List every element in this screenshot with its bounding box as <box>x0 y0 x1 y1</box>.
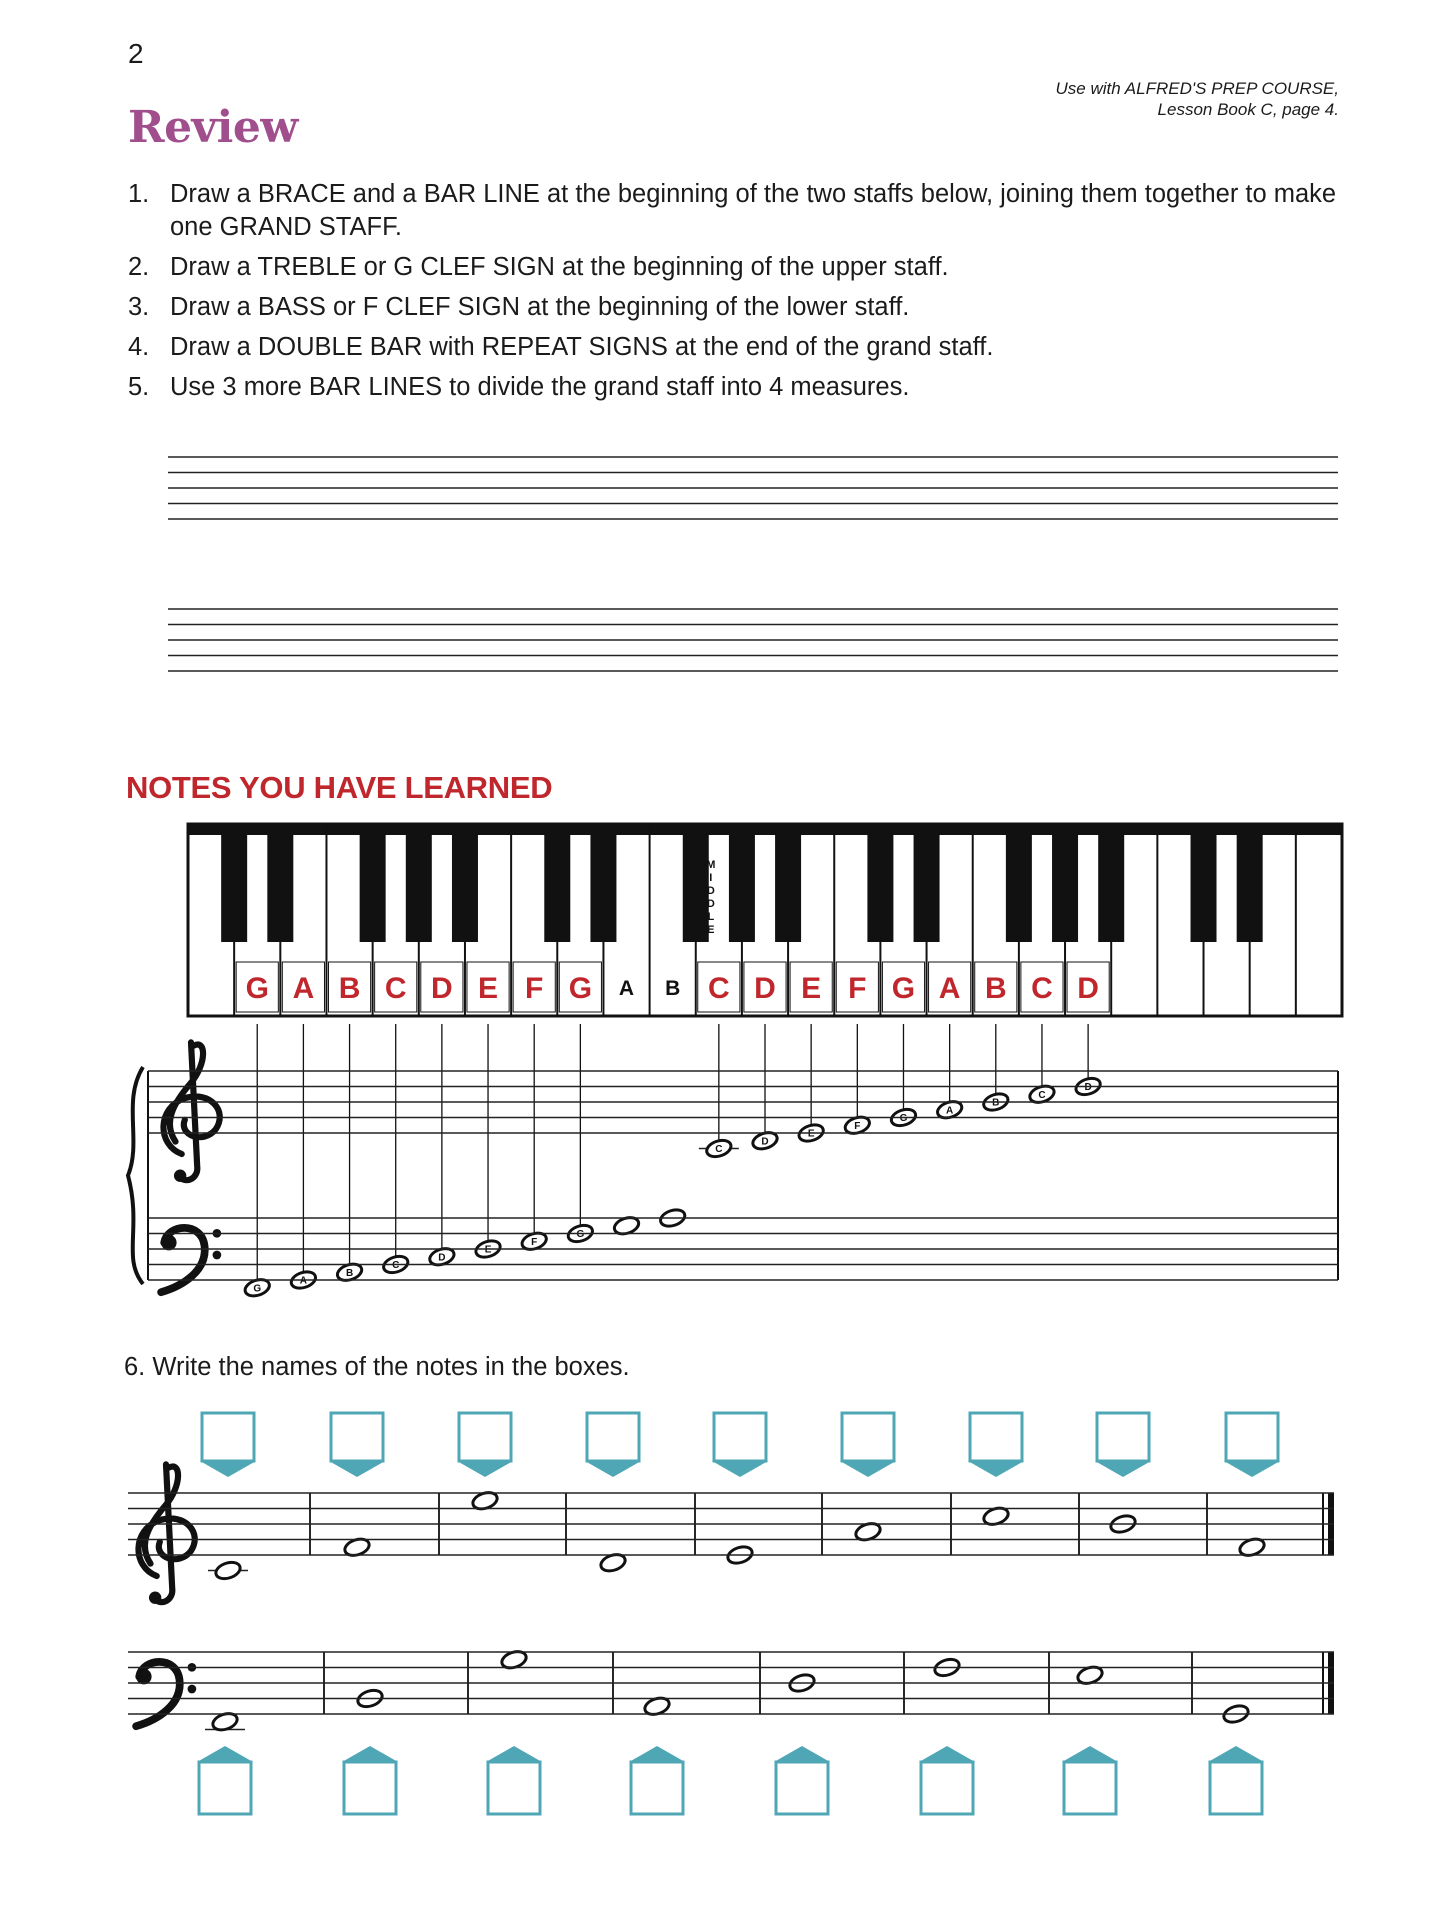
blank-staff-lower <box>168 609 1338 671</box>
black-key <box>590 824 616 942</box>
black-key <box>360 824 386 942</box>
bass-staff <box>148 1218 1338 1280</box>
note-letter: F <box>854 1120 861 1132</box>
black-key <box>452 824 478 942</box>
key-label: B <box>338 972 361 1005</box>
answer-box <box>1097 1413 1149 1461</box>
note-letter: G <box>899 1113 908 1124</box>
piano-keyboard <box>188 824 1342 1016</box>
bass-clef-blob <box>136 1669 152 1685</box>
note-letter: D <box>1084 1082 1092 1093</box>
middle-c-label: D <box>706 885 715 897</box>
key-label: G <box>891 972 916 1005</box>
note-letter: B <box>345 1267 354 1279</box>
answer-box <box>344 1762 396 1814</box>
answer-box <box>921 1762 973 1814</box>
note-letter: C <box>392 1260 400 1271</box>
treble-clef-path <box>138 1464 194 1602</box>
answer-box-up <box>919 1746 975 1814</box>
key-label: F <box>848 972 867 1005</box>
key-label: D <box>1077 972 1099 1005</box>
key-label: E <box>801 972 822 1005</box>
instruction-number: 4. <box>128 333 150 361</box>
answer-box <box>1226 1413 1278 1461</box>
pointer-arrow-icon <box>342 1746 398 1762</box>
treble-clef-icon <box>163 1042 219 1182</box>
answer-box <box>199 1762 251 1814</box>
bass-clef-dot <box>213 1251 222 1260</box>
answer-box <box>331 1413 383 1461</box>
middle-c-label: E <box>707 924 715 936</box>
note-letter: D <box>761 1136 769 1148</box>
exercise-bass-staff <box>128 1652 1334 1714</box>
pointer-arrow-icon <box>200 1461 256 1477</box>
answer-box <box>459 1413 511 1461</box>
answer-box <box>1210 1762 1262 1814</box>
key-label: G <box>245 972 269 1005</box>
note-letter: E <box>807 1128 815 1140</box>
middle-c-label: L <box>707 911 715 923</box>
answer-box <box>776 1762 828 1814</box>
exercise-treble-staff <box>128 1493 1334 1555</box>
pointer-arrow-icon <box>919 1746 975 1762</box>
note-letter: E <box>484 1244 492 1256</box>
answer-box <box>202 1413 254 1461</box>
answer-box <box>1064 1762 1116 1814</box>
key-label: B <box>984 972 1007 1005</box>
black-key <box>1237 824 1263 942</box>
key-label: A <box>938 972 961 1005</box>
answer-box-down <box>329 1413 385 1477</box>
answer-box <box>488 1762 540 1814</box>
middle-c-label: I <box>709 872 713 884</box>
key-label: A <box>292 972 315 1005</box>
answer-box-down <box>712 1413 768 1477</box>
notes-learned-heading: NOTES YOU HAVE LEARNED <box>126 770 553 805</box>
treble-clef-icon <box>138 1464 194 1604</box>
question-6-number: 6. <box>124 1353 146 1381</box>
pointer-arrow-icon <box>486 1746 542 1762</box>
black-key <box>775 824 801 942</box>
black-key <box>914 824 940 942</box>
instruction-text: Draw a BASS or F CLEF SIGN at the beginning of the lower staff. <box>170 293 910 321</box>
note-letter: G <box>253 1283 262 1295</box>
answer-box-down <box>840 1413 896 1477</box>
answer-box-up <box>197 1746 253 1814</box>
note-letter: A <box>299 1275 308 1287</box>
black-key <box>683 824 709 942</box>
instruction-number: 5. <box>128 373 150 401</box>
answer-box-down <box>968 1413 1024 1477</box>
key-label: C <box>708 972 730 1005</box>
book-reference-line2: Lesson Book C, page 4. <box>1157 100 1339 119</box>
instruction-number: 3. <box>128 293 150 321</box>
treble-clef-dot <box>174 1170 186 1182</box>
treble-clef-dot <box>149 1592 161 1604</box>
black-key <box>867 824 893 942</box>
answer-box <box>842 1413 894 1461</box>
answer-box-down <box>585 1413 641 1477</box>
pointer-arrow-icon <box>197 1746 253 1762</box>
black-key <box>406 824 432 942</box>
answer-box <box>631 1762 683 1814</box>
brace-icon <box>128 1067 143 1284</box>
pointer-arrow-icon <box>629 1746 685 1762</box>
answer-box-down <box>200 1413 256 1477</box>
pointer-arrow-icon <box>840 1461 896 1477</box>
pointer-arrow-icon <box>1095 1461 1151 1477</box>
pointer-arrow-icon <box>968 1461 1024 1477</box>
bass-clef-icon <box>161 1228 221 1292</box>
black-key <box>1006 824 1032 942</box>
note-letter: B <box>992 1097 1000 1109</box>
pointer-arrow-icon <box>1208 1746 1264 1762</box>
key-label: G <box>568 972 593 1005</box>
key-label: E <box>478 972 499 1005</box>
note-letter: G <box>576 1229 585 1240</box>
bass-clef-blob <box>161 1235 177 1251</box>
treble-staff <box>148 1071 1338 1133</box>
answer-box-up <box>1208 1746 1264 1814</box>
black-key <box>1052 824 1078 942</box>
page-number: 2 <box>128 38 144 69</box>
pointer-arrow-icon <box>329 1461 385 1477</box>
middle-c-label: M <box>706 859 716 871</box>
answer-box <box>714 1413 766 1461</box>
key-label: B <box>665 977 681 1000</box>
bass-clef-dot <box>188 1685 197 1694</box>
answer-box <box>587 1413 639 1461</box>
instruction-text: Draw a TREBLE or G CLEF SIGN at the beginning of the upper staff. <box>170 253 949 281</box>
answer-box-down <box>1095 1413 1151 1477</box>
pointer-arrow-icon <box>585 1461 641 1477</box>
answer-box <box>970 1413 1022 1461</box>
pointer-arrow-icon <box>457 1461 513 1477</box>
black-key <box>544 824 570 942</box>
note-letter: D <box>438 1252 446 1264</box>
answer-box-up <box>1062 1746 1118 1814</box>
black-key <box>1191 824 1217 942</box>
note-letter: A <box>946 1105 954 1117</box>
instruction-text: Draw a DOUBLE BAR with REPEAT SIGNS at the end of the grand staff. <box>170 333 994 361</box>
answer-box-down <box>457 1413 513 1477</box>
bass-clef-icon <box>136 1662 196 1726</box>
key-label: C <box>1031 972 1053 1005</box>
black-key <box>267 824 293 942</box>
question-6-text: Write the names of the notes in the boxes. <box>152 1353 630 1381</box>
book-reference-line1: Use with ALFRED'S PREP COURSE, <box>1055 79 1339 98</box>
key-label: D <box>754 972 776 1005</box>
pointer-arrow-icon <box>712 1461 768 1477</box>
pointer-arrow-icon <box>774 1746 830 1762</box>
whole-note <box>214 1560 242 1582</box>
instruction-number: 1. <box>128 180 150 208</box>
instruction-text: Use 3 more BAR LINES to divide the grand staff into 4 measures. <box>170 373 910 401</box>
grand-staff-reference <box>128 1024 1338 1299</box>
black-key <box>729 824 755 942</box>
note-letter: C <box>1038 1089 1046 1101</box>
key-label: D <box>431 972 453 1005</box>
answer-box-down <box>1224 1413 1280 1477</box>
pointer-arrow-icon <box>1062 1746 1118 1762</box>
note-letter: F <box>531 1236 538 1248</box>
note-letter: C <box>715 1144 723 1155</box>
pointer-arrow-icon <box>1224 1461 1280 1477</box>
key-label: F <box>525 972 544 1005</box>
answer-box-up <box>342 1746 398 1814</box>
answer-box-up <box>774 1746 830 1814</box>
black-key <box>1098 824 1124 942</box>
answer-box-up <box>629 1746 685 1814</box>
exercise-6 <box>136 1413 1334 1814</box>
blank-staff-upper <box>168 457 1338 519</box>
answer-box-up <box>486 1746 542 1814</box>
key-label: C <box>384 972 407 1005</box>
middle-c-label: D <box>706 898 715 910</box>
black-key <box>221 824 247 942</box>
instruction-number: 2. <box>128 253 150 281</box>
instruction-text: Draw a BRACE and a BAR LINE at the beginning of the two staffs below, joining them together to make one GRAND STAFF. <box>170 180 1337 241</box>
review-title: Review <box>128 102 298 153</box>
key-label: A <box>618 977 635 1000</box>
treble-clef-path <box>163 1042 219 1180</box>
